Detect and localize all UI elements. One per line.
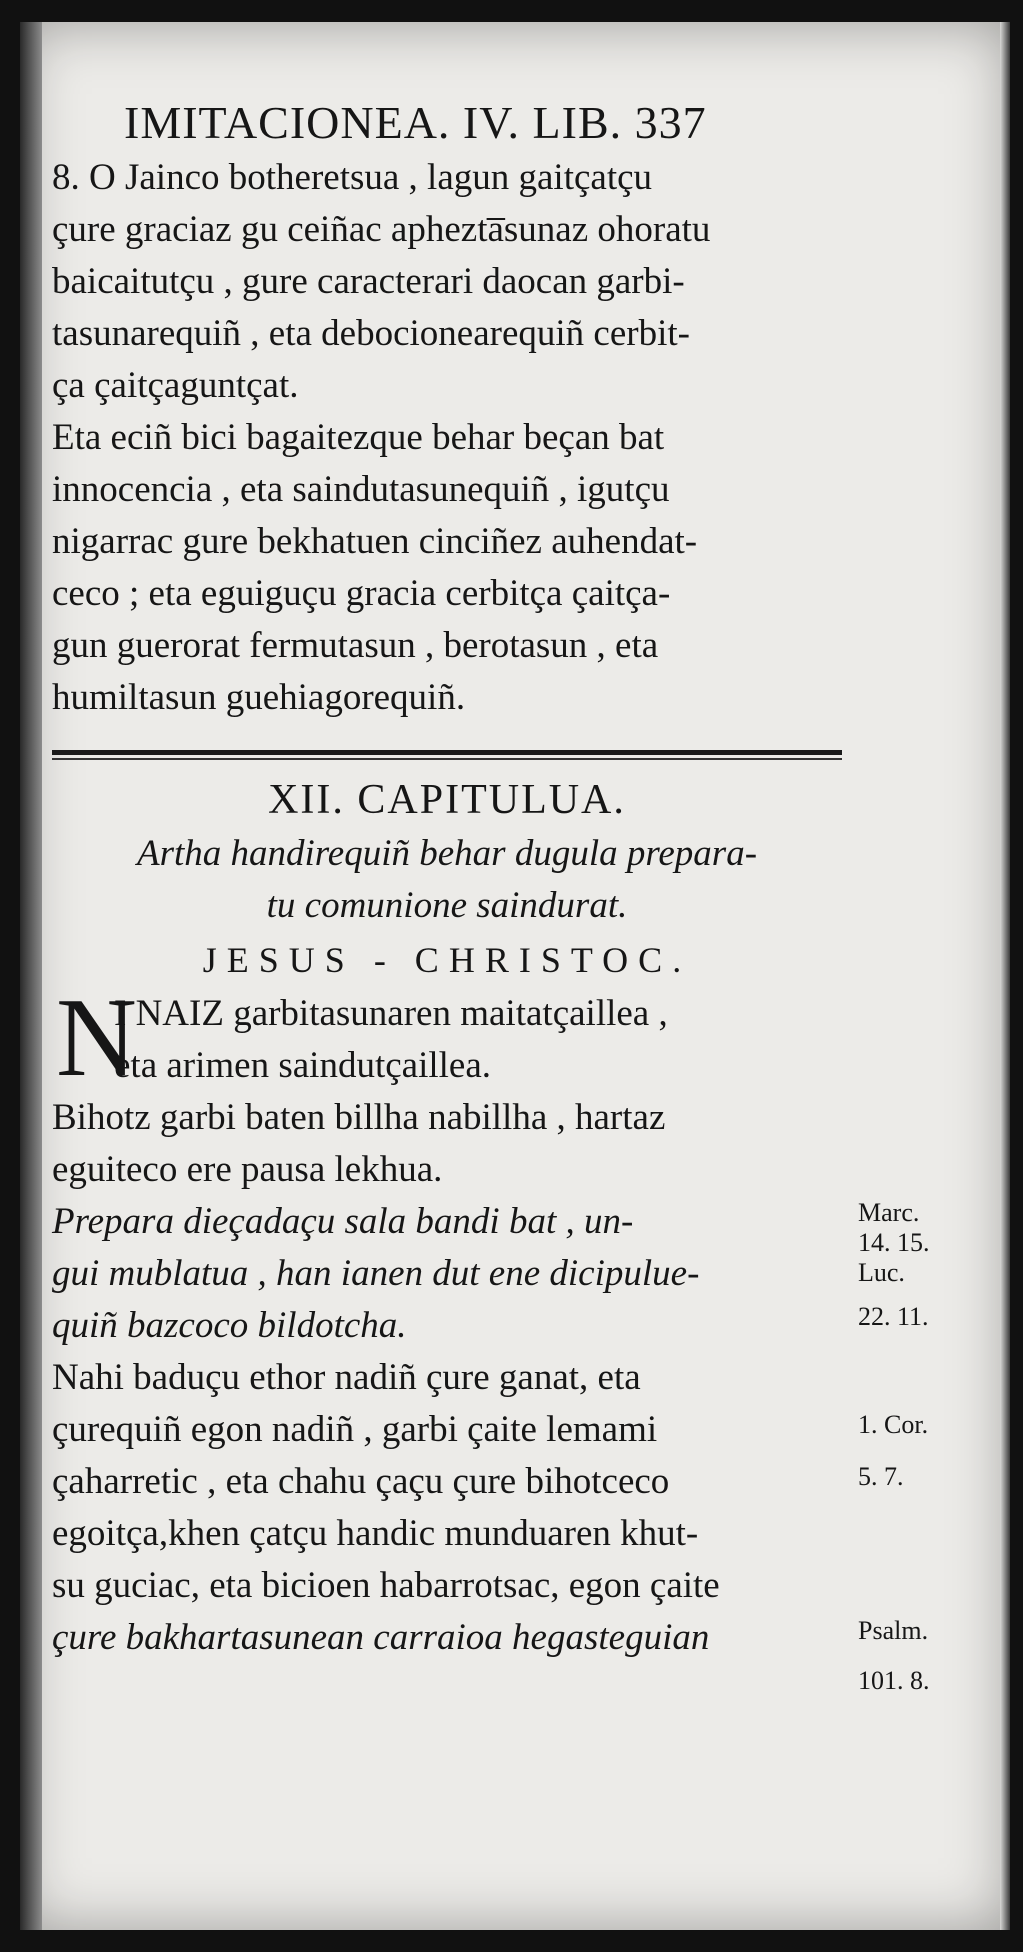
text-line: Bihotz garbi baten billha nabillha , hartaz — [52, 1097, 666, 1138]
margin-note-cor-ref: 5. 7. — [858, 1462, 904, 1491]
divider-rule-thin — [52, 758, 842, 760]
text-line — [52, 988, 842, 1040]
text-line: Nahi baduçu ethor nadiñ çure ganat, eta — [52, 1357, 641, 1398]
paragraph-6 — [52, 1352, 842, 1664]
chapter-title: XII. CAPITULUA. — [268, 777, 626, 823]
page-binding — [20, 22, 42, 1930]
book-page — [20, 22, 1010, 1930]
drop-cap: N — [56, 976, 137, 1100]
paragraph-1 — [52, 152, 842, 412]
running-header: IMITACIONEA. IV. LIB. 337 — [124, 97, 707, 148]
text-line: ça çaitçaguntçat. — [52, 365, 299, 406]
chapter-subtitle-line: tu comunione saindurat. — [266, 885, 628, 926]
margin-note-psalm-ref: 101. 8. — [858, 1666, 930, 1695]
paragraph-2 — [52, 412, 842, 724]
text-line: baicaitutçu , gure caracterari daocan garbi- — [52, 261, 685, 302]
text-line: eguiteco ere pausa lekhua. — [52, 1149, 443, 1190]
text-line: quiñ bazcoco bildotcha. — [52, 1305, 407, 1346]
margin-note-luc-ref: 22. 11. — [858, 1302, 929, 1331]
text-line: çure bakhartasunean carraioa hegasteguian — [52, 1617, 710, 1658]
text-line: 8. O Jainco botheretsua , lagun gaitçatçu — [52, 157, 653, 198]
paragraph-3 — [52, 976, 842, 1100]
divider-rule — [52, 750, 842, 755]
text-line: çaharretic , eta chahu çaçu çure bihotceco — [52, 1461, 670, 1502]
text-line: Eta eciñ bici bagaitezque behar beçan bat — [52, 417, 665, 458]
text-line: egoitça,khen çatçu handic munduaren khut- — [52, 1513, 699, 1554]
paragraph-5 — [52, 1196, 842, 1352]
line-text: garbitasunaren maitatçaillea , — [223, 993, 668, 1034]
text-line: su guciac, eta bicioen habarrotsac, egon çaite — [52, 1565, 720, 1606]
text-line: ceco ; eta eguiguçu gracia cerbitça çaitça- — [52, 573, 671, 614]
small-caps-text: I NAIZ — [114, 993, 224, 1034]
paragraph-4 — [52, 1092, 842, 1196]
margin-note-psalm: Psalm. — [858, 1616, 929, 1645]
text-line: eta arimen saindutçaillea. — [114, 1045, 492, 1086]
text-line: innocencia , eta saindutasunequiñ , igutçu — [52, 469, 670, 510]
speaker-heading: JESUS - CHRISTOC. — [202, 940, 692, 980]
margin-note-cor: 1. Cor. — [858, 1410, 929, 1439]
page-edge — [1000, 22, 1010, 1930]
text-line: çure graciaz gu ceiñac aphezta̅sunaz ohoratu — [52, 209, 711, 250]
chapter-subtitle-line: Artha handirequiñ behar dugula prepara- — [136, 833, 758, 874]
margin-note-marc: Marc. — [858, 1198, 920, 1227]
section-divider — [52, 750, 842, 760]
margin-note-luc: Luc. — [858, 1258, 905, 1287]
text-line: tasunarequiñ , eta debocionearequiñ cerbit- — [52, 313, 690, 354]
text-line: humiltasun guehiagorequiñ. — [52, 677, 466, 718]
text-line: çurequiñ egon nadiñ , garbi çaite lemami — [52, 1409, 658, 1450]
text-line: gun guerorat fermutasun , berotasun , eta — [52, 625, 659, 666]
text-line: nigarrac gure bekhatuen cinciñez auhendat- — [52, 521, 698, 562]
margin-note-marc-ref: 14. 15. — [858, 1228, 930, 1257]
text-line: gui mublatua , han ianen dut ene dicipulue- — [52, 1253, 700, 1294]
text-block — [52, 97, 842, 1664]
text-line: Prepara dieçadaçu sala bandi bat , un- — [52, 1201, 634, 1242]
